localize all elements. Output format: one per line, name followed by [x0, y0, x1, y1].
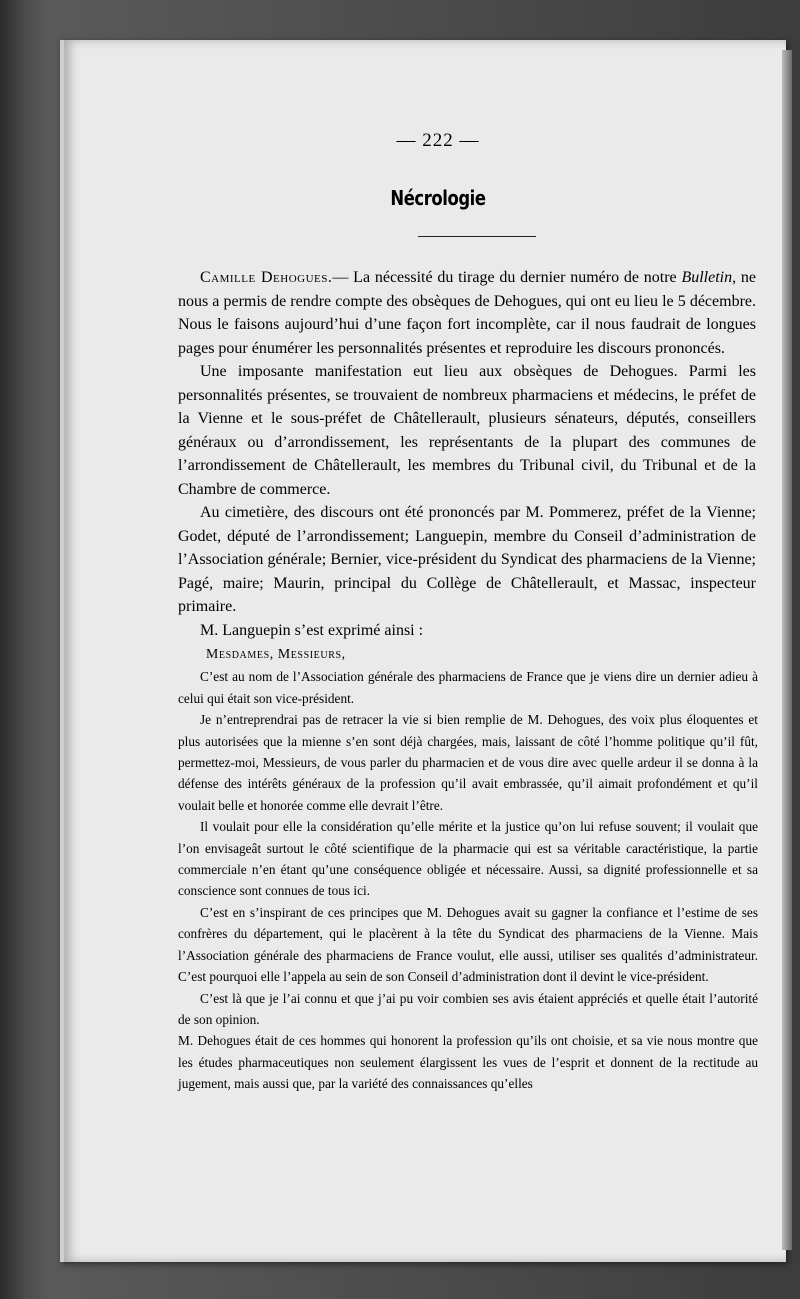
intro-paragraph: Camille Dehogues.— La nécessité du tirage du dernier numéro de notre Bulletin, ne nous a permis de rendre compte des obsèques de Dehogues, qui ont eu lieu le 5 décembre. Nous le faisons aujourd’hui d’une façon fort incomplète, car il nous faudrait de longues pages pour énumérer les personnalités présentes et reproduire les discours prononcés. — [178, 269, 756, 357]
intro-paragraph: M. Languepin s’est exprimé ainsi : — [200, 621, 424, 639]
intro-paragraph: Au cimetière, des discours ont été prononcés par M. Pommerez, préfet de la Vienne; Godet, député de l’arrondissement; Languepin, membre du Conseil d’administration de l’Association générale; Bernier, vice-président du Syndicat des pharmaciens de la Vienne; Pagé, maire; Maurin, principal du Collège de Châtellerault, et Massac, inspecteur primaire. — [178, 504, 756, 615]
speech-paragraph: Je n’entreprendrai pas de retracer la vie si bien remplie de M. Dehogues, des voix plus éloquentes et plus autorisées que la mienne s’en sont déjà chargées, mais, laissant de côté l’homme politique qu’il fût, permettez-moi, Messieurs, de vous parler du pharmacien et de vous dire avec quelle ardeur il se donna à la défense des intérêts généraux de la profession qu’il avait embrassée, qu’il aimait profondément et qu’il voulait belle et honorée comme elle devrait l’être. — [178, 712, 758, 813]
section-title: Nécrologie — [390, 186, 486, 210]
speech-paragraph: Il voulait pour elle la considération qu’elle mérite et la justice qu’on lui refuse souvent; il voulait que l’on envisageât surtout le côté scientifique de la pharmacie qui est sa véritable caractéristique, la partie commerciale n’en étant qu’une conséquence obligée et nécessaire. Aussi, sa dignité professionnelle et sa conscience sont connues de tous ici. — [178, 819, 758, 899]
speech-paragraph: M. Dehogues était de ces hommes qui honorent la profession qu’ils ont choisie, et sa vie nous montre que les études pharmaceutiques non seulement élargissent les vues de l’esprit et donnent de la rectitude au jugement, mais aussi que, par la variété des connaissances qu’elles — [178, 1033, 758, 1092]
title-rule — [418, 236, 536, 237]
speech-salutation: Mesdames, Messieurs, — [206, 646, 346, 661]
speech-paragraph: C’est en s’inspirant de ces principes que M. Dehogues avait su gagner la confiance et l’estime de ses confrères du département, qui le placèrent à la tête du Syndicat des pharmaciens de la Vienne. Mais l’Association générale des pharmaciens de France voulut, elle aussi, utiliser ses qualités d’administrateur. C’est pourquoi elle l’appela au sein de son Conseil d’administration dont il devint le vice-président. — [178, 904, 758, 985]
deceased-name: Camille Dehogues. — [200, 269, 333, 286]
speech-paragraph: C’est là que je l’ai connu et que j’ai pu voir combien ses avis étaient appréciés et quelle était l’autorité de son opinion. — [178, 990, 758, 1027]
obituary-intro — [178, 266, 756, 642]
speech — [178, 643, 758, 1095]
page-edge — [782, 50, 792, 1250]
page-number: — 222 — — [396, 130, 480, 151]
speech-paragraph: C’est au nom de l’Association générale des pharmaciens de France que je viens dire un dernier adieu à celui qui était son vice-président. — [178, 669, 758, 706]
intro-paragraph: Une imposante manifestation eut lieu aux obsèques de Dehogues. Parmi les personnalités présentes, se trouvaient de nombreux pharmaciens et médecins, le préfet de la Vienne et le sous-préfet de Châtellerault, plusieurs sénateurs, députés, conseillers généraux ou d’arrondissement, les représentants de la plupart des communes de l’arrondissement de Châtellerault, les membres du Tribunal civil, du Tribunal et de la Chambre de commerce. — [178, 363, 756, 498]
